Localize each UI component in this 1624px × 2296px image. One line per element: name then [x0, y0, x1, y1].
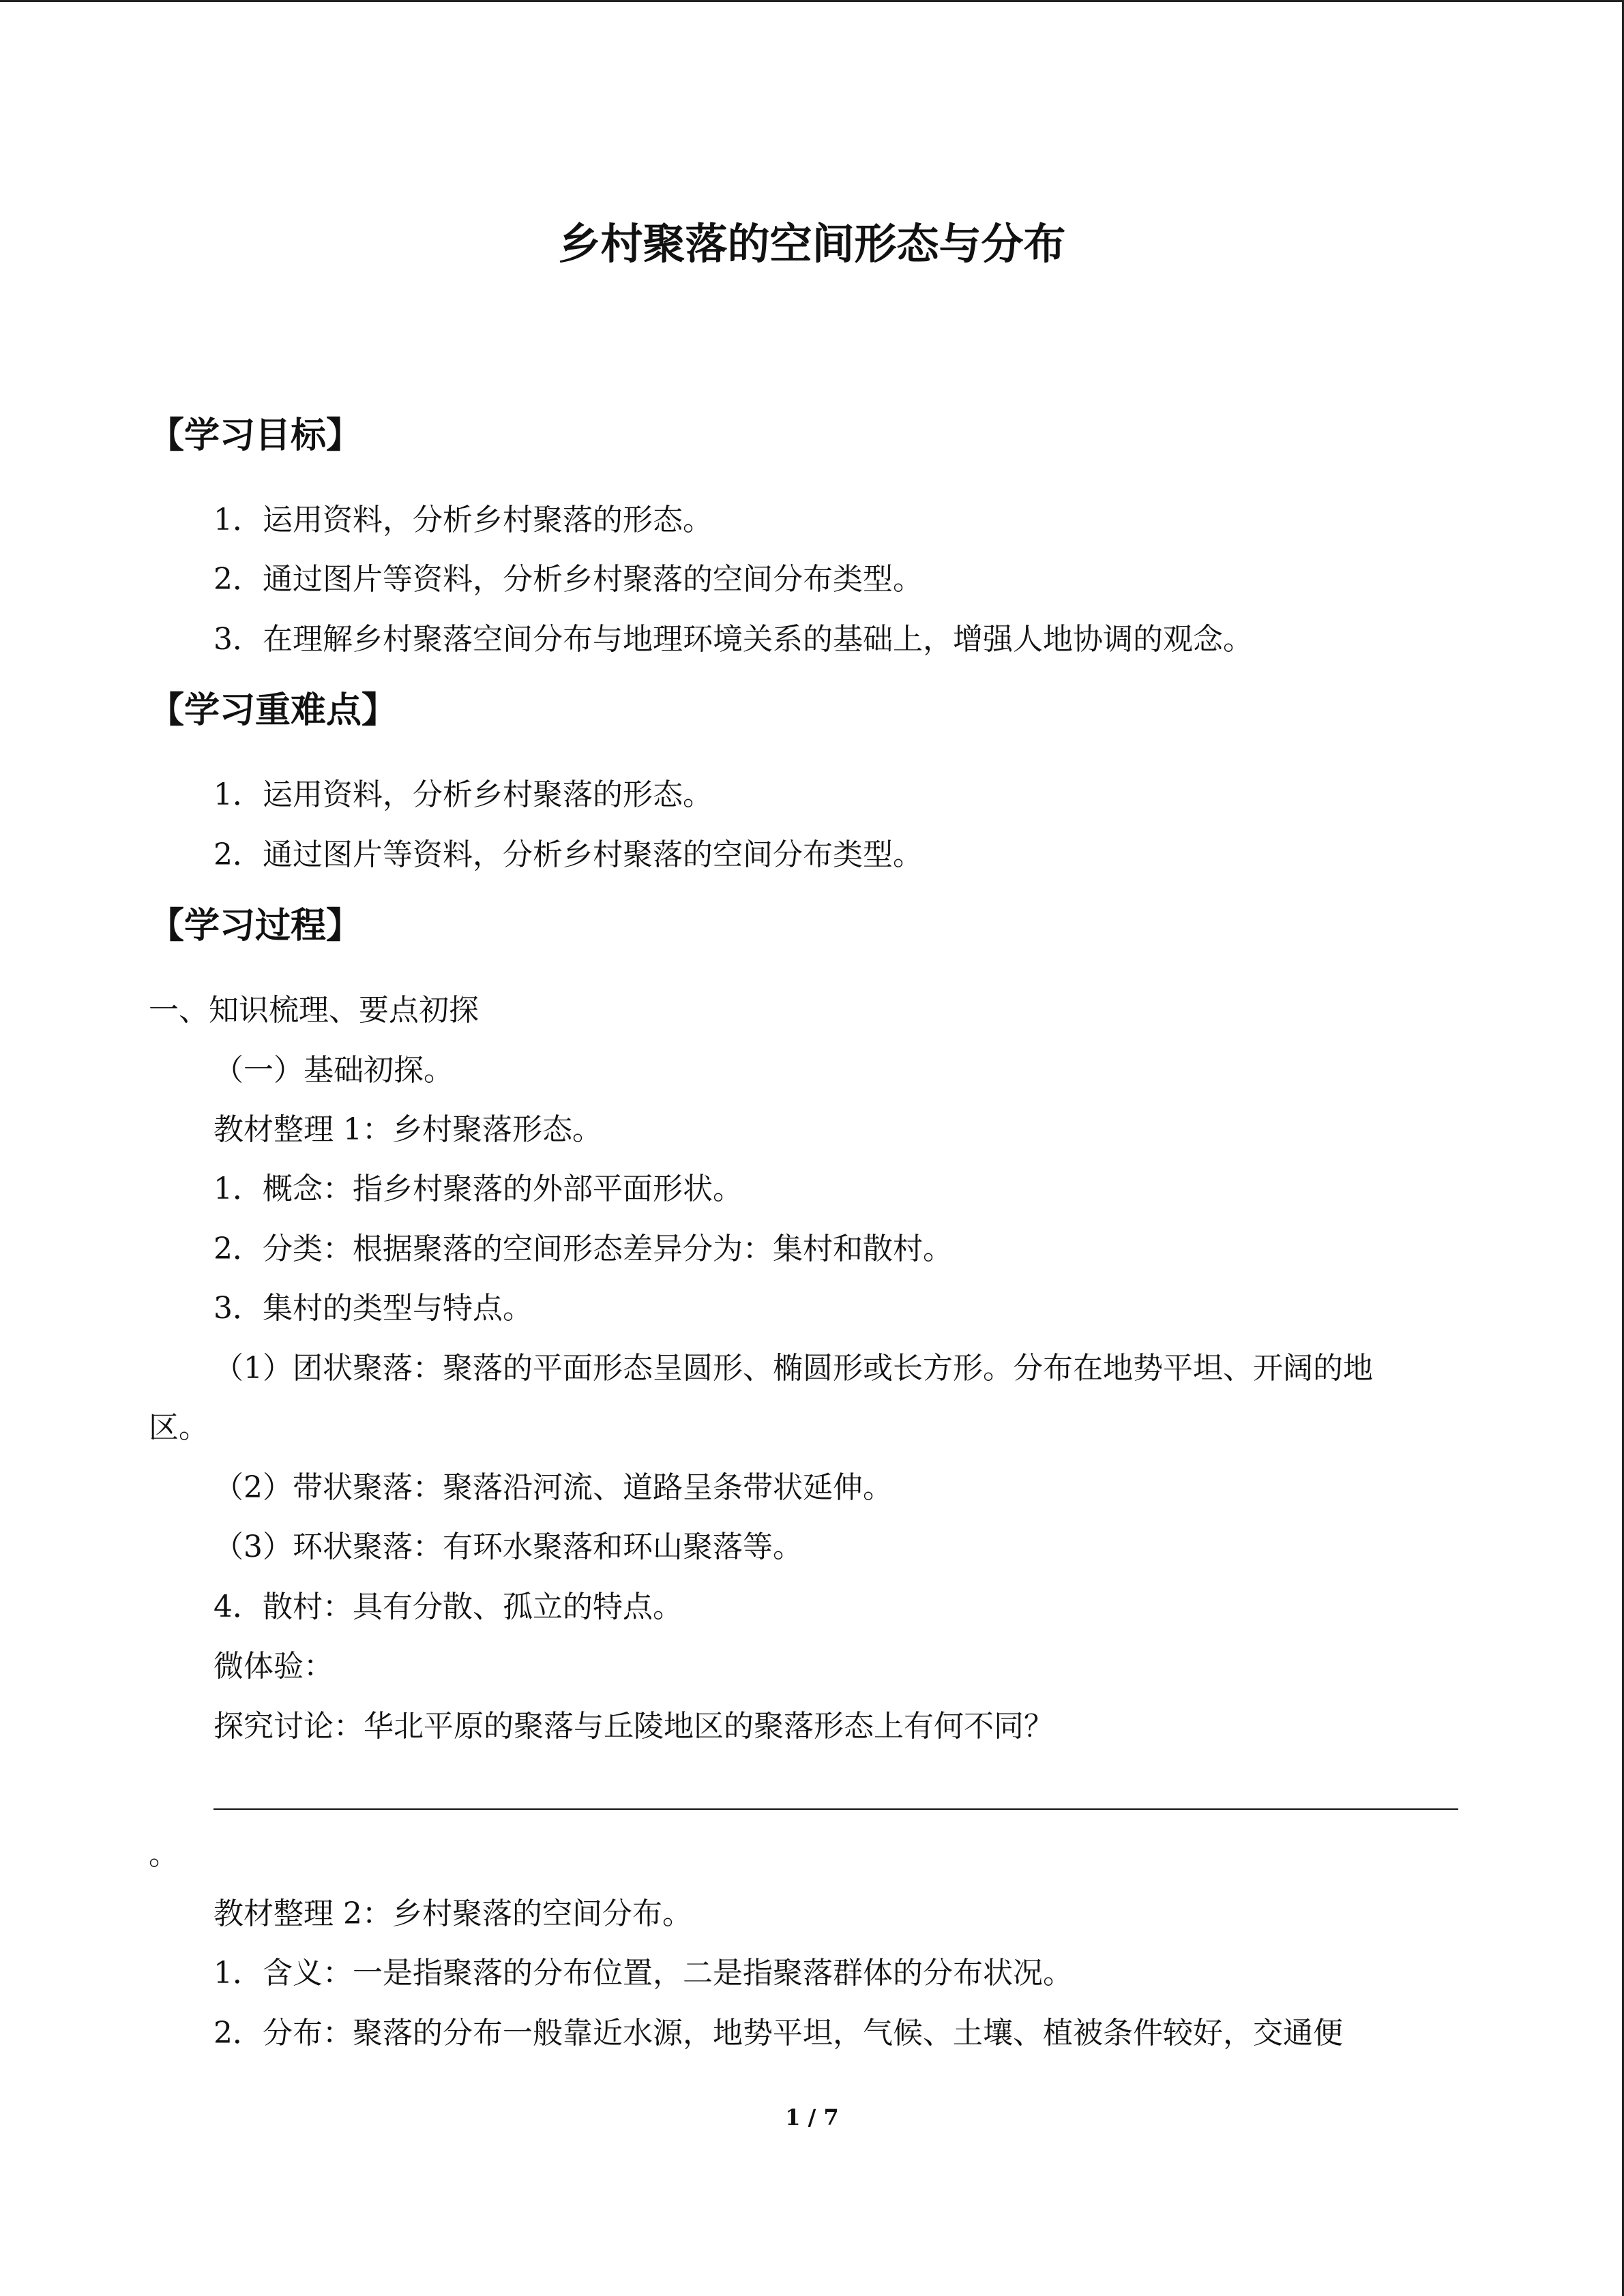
- section-heading-key-points: 【学习重难点】: [149, 689, 398, 731]
- material-item: 1．概念：指乡村聚落的外部平面形状。: [213, 1172, 743, 1206]
- material-item: 3．集村的类型与特点。: [213, 1291, 533, 1326]
- answer-blank-line: [213, 1808, 1458, 1810]
- material-title: 教材整理 1：乡村聚落形态。: [213, 1112, 602, 1147]
- page-title: 乡村聚落的空间形态与分布: [558, 219, 1066, 269]
- objective-item: 2．通过图片等资料，分析乡村聚落的空间分布类型。: [213, 562, 923, 597]
- micro-experience-label: 微体验：: [213, 1649, 334, 1684]
- page-number: 1 / 7: [785, 2104, 839, 2130]
- section-heading-process: 【学习过程】: [149, 905, 362, 946]
- material-item: 2．分布：聚落的分布一般靠近水源，地势平坦，气候、土壤、植被条件较好，交通便: [213, 2016, 1343, 2051]
- answer-end-mark: 。: [149, 1837, 179, 1872]
- section-heading-objectives: 【学习目标】: [149, 415, 362, 456]
- subsection-title: （一）基础初探。: [213, 1053, 454, 1088]
- material-title: 教材整理 2：乡村聚落的空间分布。: [213, 1896, 692, 1931]
- discussion-question: 探究讨论：华北平原的聚落与丘陵地区的聚落形态上有何不同？: [213, 1709, 1054, 1744]
- cluster-village-text: （1）团状聚落：聚落的平面形态呈圆形、椭圆形或长方形。分布在地势平坦、开阔的地: [213, 1351, 1373, 1386]
- key-point-item: 2．通过图片等资料，分析乡村聚落的空间分布类型。: [213, 837, 923, 872]
- page-top-border: [0, 0, 1624, 2]
- strip-village-text: （2）带状聚落：聚落沿河流、道路呈条带状延伸。: [213, 1470, 893, 1505]
- material-item: 2．分类：根据聚落的空间形态差异分为：集村和散村。: [213, 1232, 953, 1266]
- objective-item: 3．在理解乡村聚落空间分布与地理环境关系的基础上，增强人地协调的观念。: [213, 622, 1253, 657]
- scattered-village-text: 4．散村：具有分散、孤立的特点。: [213, 1590, 683, 1624]
- part-title: 一、知识梳理、要点初探: [149, 993, 479, 1028]
- material-item: 1．含义：一是指聚落的分布位置，二是指聚落群体的分布状况。: [213, 1956, 1073, 1991]
- key-point-item: 1．运用资料，分析乡村聚落的形态。: [213, 777, 713, 812]
- cluster-village-text-cont: 区。: [149, 1410, 209, 1445]
- objective-item: 1．运用资料，分析乡村聚落的形态。: [213, 503, 713, 537]
- ring-village-text: （3）环状聚落：有环水聚落和环山聚落等。: [213, 1530, 803, 1564]
